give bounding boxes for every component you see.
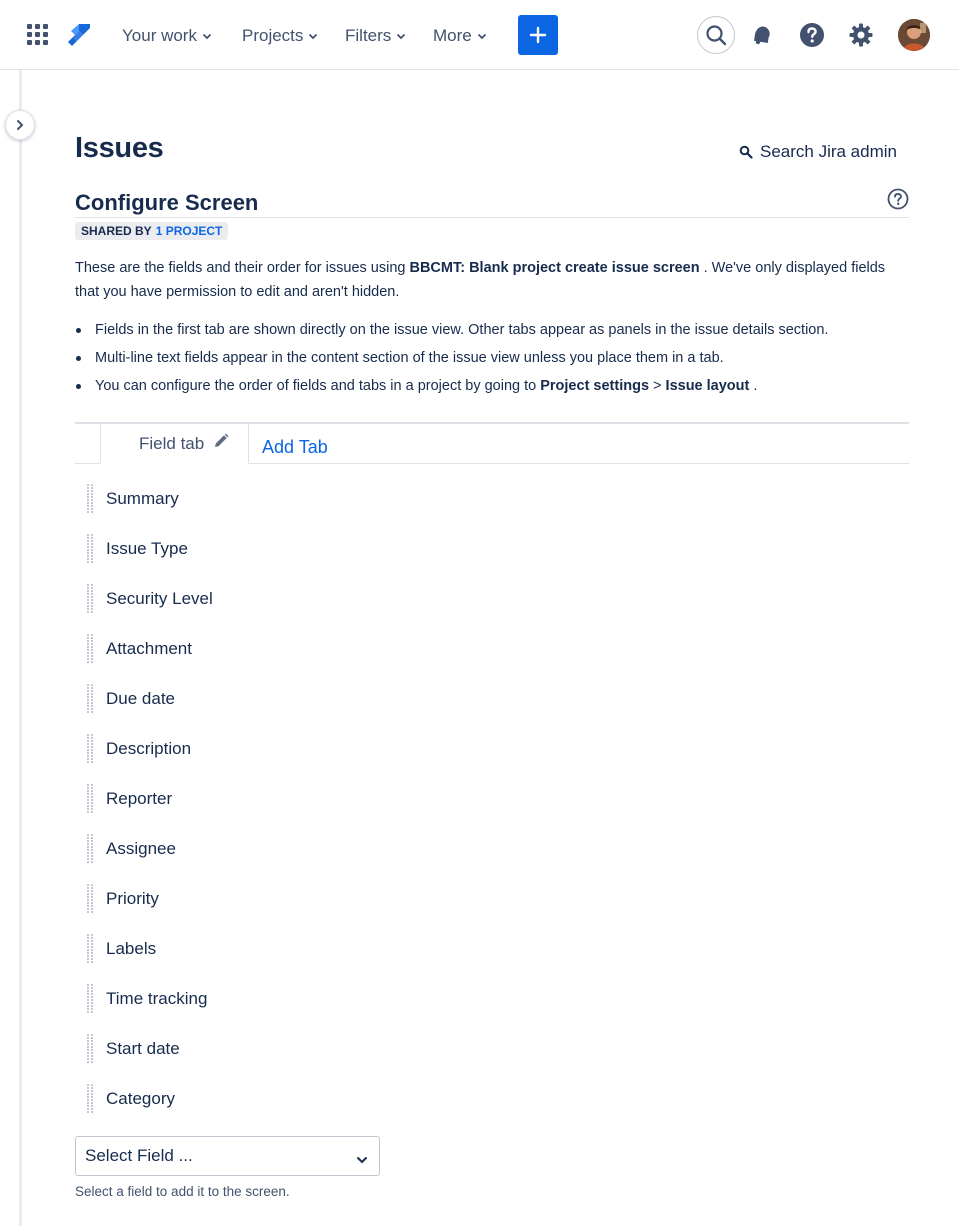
search-icon <box>704 23 728 47</box>
info-list <box>75 316 909 400</box>
plus-icon <box>529 26 547 44</box>
tab-field-tab[interactable]: Field tab <box>100 424 249 464</box>
chevron-right-icon <box>14 119 26 131</box>
list-item[interactable]: Start date <box>75 1025 909 1075</box>
list-item[interactable]: Due date <box>75 675 909 725</box>
screen-description: These are the fields and their order for issues using BBCMT: Blank project create issue screen . We've only displayed fields that you have permission to edit and aren't hidden. <box>75 260 886 300</box>
notifications-button[interactable] <box>743 16 781 54</box>
drag-handle-icon[interactable] <box>86 934 96 963</box>
shared-by-badge: SHARED BY 1 PROJECT <box>75 222 228 240</box>
add-tab-link[interactable]: Add Tab <box>262 437 328 457</box>
drag-handle-icon[interactable] <box>86 1084 96 1113</box>
drag-handle-icon[interactable] <box>86 1034 96 1063</box>
screen-name: BBCMT: Blank project create issue screen <box>409 260 700 276</box>
expand-sidebar-button[interactable] <box>5 110 35 140</box>
list-item[interactable]: Labels <box>75 925 909 975</box>
list-item[interactable]: Category <box>75 1075 909 1125</box>
create-button[interactable] <box>518 15 558 55</box>
list-item[interactable]: Summary <box>75 475 909 525</box>
pencil-icon[interactable] <box>212 432 230 455</box>
app-switcher-icon[interactable] <box>27 24 49 46</box>
top-navigation <box>0 0 959 70</box>
page-title: Issues <box>75 132 164 164</box>
search-icon <box>739 145 753 159</box>
drag-handle-icon[interactable] <box>86 634 96 663</box>
search-button[interactable] <box>697 16 735 54</box>
chevron-down-icon <box>477 31 487 41</box>
list-item[interactable]: Priority <box>75 875 909 925</box>
list-item[interactable]: Description <box>75 725 909 775</box>
chevron-down-icon <box>396 31 406 41</box>
gear-icon <box>848 22 874 48</box>
nav-projects[interactable]: Projects <box>242 24 318 48</box>
list-item: Multi-line text fields appear in the content section of the issue view unless you place them in a tab. <box>75 344 909 372</box>
search-jira-admin-link[interactable]: Search Jira admin <box>739 142 897 162</box>
notifications-icon <box>750 23 774 47</box>
drag-handle-icon[interactable] <box>86 484 96 513</box>
nav-more[interactable]: More <box>433 24 487 48</box>
avatar[interactable] <box>898 19 930 51</box>
list-item: You can configure the order of fields and tabs in a project by going to Project settings > Issue layout . <box>75 372 909 400</box>
shared-by-projects-link[interactable]: 1 PROJECT <box>155 224 223 238</box>
sidebar-rail <box>19 70 22 1226</box>
list-item[interactable]: Attachment <box>75 625 909 675</box>
help-icon <box>799 22 825 48</box>
drag-handle-icon[interactable] <box>86 734 96 763</box>
list-item[interactable]: Reporter <box>75 775 909 825</box>
select-field-help-text: Select a field to add it to the screen. <box>75 1184 290 1199</box>
drag-handle-icon[interactable] <box>86 684 96 713</box>
settings-button[interactable] <box>842 16 880 54</box>
chevron-down-icon <box>308 31 318 41</box>
list-item: Fields in the first tab are shown directly on the issue view. Other tabs appear as panels in the issue details section. <box>75 316 909 344</box>
issue-layout-text: Issue layout <box>665 378 750 394</box>
project-settings-text: Project settings <box>540 378 650 394</box>
chevron-down-icon <box>356 1151 368 1171</box>
section-title: Configure Screen <box>75 190 259 215</box>
help-icon[interactable] <box>887 188 909 210</box>
select-field-dropdown[interactable]: Select Field ... <box>75 1136 380 1176</box>
drag-handle-icon[interactable] <box>86 984 96 1013</box>
drag-handle-icon[interactable] <box>86 784 96 813</box>
list-item[interactable]: Time tracking <box>75 975 909 1025</box>
help-button[interactable] <box>793 16 831 54</box>
nav-your-work[interactable]: Your work <box>122 24 212 48</box>
drag-handle-icon[interactable] <box>86 584 96 613</box>
field-list <box>75 475 909 1125</box>
list-item[interactable]: Assignee <box>75 825 909 875</box>
chevron-down-icon <box>202 31 212 41</box>
list-item[interactable]: Issue Type <box>75 525 909 575</box>
drag-handle-icon[interactable] <box>86 884 96 913</box>
list-item[interactable]: Security Level <box>75 575 909 625</box>
nav-filters[interactable]: Filters <box>345 24 406 48</box>
drag-handle-icon[interactable] <box>86 834 96 863</box>
jira-logo-icon[interactable] <box>66 22 92 48</box>
divider <box>75 217 909 218</box>
drag-handle-icon[interactable] <box>86 534 96 563</box>
